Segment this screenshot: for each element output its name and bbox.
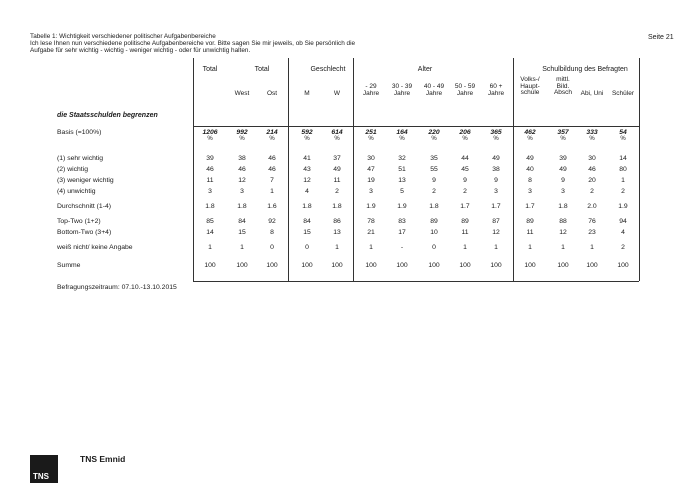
column-header-line: Absch — [553, 89, 573, 97]
base-cell: 206 — [459, 129, 471, 136]
table-cell: 43 — [303, 166, 311, 173]
group-schulbildung: Schulbildung des Befragten — [542, 66, 628, 73]
column-header-line: 60 + — [489, 83, 503, 90]
column-header-line: Ost — [266, 90, 278, 97]
group-total: Total — [202, 66, 218, 73]
row-label: weiß nicht/ keine Angabe — [57, 244, 133, 251]
percent-sign: % — [368, 136, 374, 142]
group-alter: Alter — [417, 66, 433, 73]
table-cell: 84 — [303, 218, 311, 225]
base-cell: 592 — [301, 129, 313, 136]
table-cell: 8 — [528, 177, 532, 184]
table-cell: 32 — [398, 155, 406, 162]
survey-period: Befragungszeitraum: 07.10.-13.10.2015 — [57, 284, 177, 291]
table-cell: 80 — [619, 166, 627, 173]
table-cell: 2 — [621, 244, 625, 251]
base-cell: 992 — [236, 129, 248, 136]
table-cell: 11 — [461, 229, 469, 236]
row-label: Top-Two (1+2) — [57, 218, 101, 225]
table-cell: 30 — [367, 155, 375, 162]
column-header-line: Volks-/ — [520, 76, 540, 83]
table-cell: 55 — [430, 166, 438, 173]
table-cell: 46 — [268, 166, 276, 173]
base-cell: 1206 — [202, 129, 218, 136]
table-cell: 2 — [335, 188, 339, 195]
table-cell: 100 — [236, 262, 248, 269]
table-cell: 49 — [492, 155, 500, 162]
table-cell: 89 — [461, 218, 469, 225]
table-cell: 1.9 — [397, 203, 407, 210]
column-header — [417, 84, 451, 97]
table-cell: 3 — [528, 188, 532, 195]
table-cell: 87 — [492, 218, 500, 225]
table-cell: 100 — [524, 262, 536, 269]
table-cell: 100 — [490, 262, 502, 269]
table-cell: 4 — [305, 188, 309, 195]
row-label: (1) sehr wichtig — [57, 155, 104, 162]
divider-age — [513, 58, 514, 281]
column-header-line: Bild. — [556, 82, 570, 90]
table-cell: 2.0 — [587, 203, 597, 210]
table-cell: 44 — [461, 155, 469, 162]
table-cell: 1.7 — [491, 203, 501, 210]
column-header-line: schule — [520, 89, 540, 97]
table-cell: 49 — [526, 155, 534, 162]
page-number: Seite 21 — [648, 34, 674, 41]
table-cell: 76 — [588, 218, 596, 225]
divider-gender — [353, 58, 354, 281]
base-cell: 614 — [331, 129, 343, 136]
section-title: die Staatsschulden begrenzen — [57, 112, 158, 119]
table-cell: 100 — [331, 262, 343, 269]
table-cell: 84 — [238, 218, 246, 225]
column-header-line: - 29 — [365, 83, 377, 90]
table-cell: 100 — [557, 262, 569, 269]
table-cell: 39 — [559, 155, 567, 162]
table-cell: 100 — [365, 262, 377, 269]
table-cell: 14 — [619, 155, 627, 162]
table-cell: 11 — [206, 177, 214, 184]
base-cell: 214 — [266, 129, 278, 136]
table-cell: 83 — [398, 218, 406, 225]
table-cell: 1 — [270, 188, 274, 195]
table-cell: 1.7 — [525, 203, 535, 210]
caption-question-line2: Aufgabe für sehr wichtig - wichtig - weniger wichtig - oder für unwichtig halten. — [30, 47, 251, 54]
table-cell: 11 — [333, 177, 341, 184]
percent-sign: % — [431, 136, 437, 142]
percent-sign: % — [560, 136, 566, 142]
table-cell: 1 — [561, 244, 565, 251]
percent-sign: % — [334, 136, 340, 142]
table-cell: 3 — [369, 188, 373, 195]
column-header-line: Schüler — [611, 90, 635, 97]
table-cell: 1 — [208, 244, 212, 251]
base-cell: 462 — [524, 129, 536, 136]
base-cell: 333 — [586, 129, 598, 136]
table-cell: 3 — [561, 188, 565, 195]
column-header-line: Jahre — [456, 89, 474, 97]
column-header-line: 50 - 59 — [454, 83, 476, 90]
table-cell: 30 — [588, 155, 596, 162]
table-cell: 1 — [463, 244, 467, 251]
table-cell: 85 — [206, 218, 214, 225]
table-cell: 1 — [590, 244, 594, 251]
table-cell: 11 — [526, 229, 534, 236]
table-cell: 88 — [559, 218, 567, 225]
table-cell: 2 — [590, 188, 594, 195]
column-header — [320, 91, 354, 98]
table-cell: 19 — [367, 177, 375, 184]
table-cell: 92 — [268, 218, 276, 225]
percent-sign: % — [304, 136, 310, 142]
table-cell: 14 — [206, 229, 214, 236]
base-cell: 357 — [557, 129, 569, 136]
row-label: (2) wichtig — [57, 166, 88, 173]
column-header — [606, 91, 640, 98]
table-cell: 21 — [367, 229, 375, 236]
table-cell: 41 — [303, 155, 311, 162]
table-cell: 46 — [206, 166, 214, 173]
column-header-line: Jahre — [425, 89, 443, 97]
table-cell: 100 — [266, 262, 278, 269]
table-cell: 47 — [367, 166, 375, 173]
table-cell: 1 — [240, 244, 244, 251]
table-cell: 100 — [586, 262, 598, 269]
brand-name: TNS Emnid — [80, 454, 126, 464]
tns-logo — [30, 455, 58, 483]
base-cell: 251 — [365, 129, 377, 136]
column-header — [255, 91, 289, 98]
percent-sign: % — [493, 136, 499, 142]
column-header-line: West — [234, 90, 250, 97]
row-label: (3) weniger wichtig — [57, 177, 114, 184]
table-cell: 1 — [528, 244, 532, 251]
table-cell: 3 — [208, 188, 212, 195]
table-cell: 2 — [463, 188, 467, 195]
percent-sign: % — [462, 136, 468, 142]
percent-sign: % — [239, 136, 245, 142]
group-geschlecht: Geschlecht — [310, 66, 346, 73]
base-cell: 365 — [490, 129, 502, 136]
percent-sign: % — [269, 136, 275, 142]
table-cell: 9 — [432, 177, 436, 184]
table-cell: 100 — [204, 262, 216, 269]
table-cell: 1.9 — [366, 203, 376, 210]
table-cell: 0 — [270, 244, 274, 251]
divider-total — [193, 58, 194, 281]
column-header-line: 40 - 49 — [423, 83, 445, 90]
table-cell: 15 — [238, 229, 246, 236]
rule-top — [193, 126, 639, 127]
table-cell: 46 — [268, 155, 276, 162]
column-header-line: Jahre — [487, 89, 505, 97]
group-total-region: Total — [254, 66, 270, 73]
divider-right — [639, 58, 640, 281]
row-label: (4) unwichtig — [57, 188, 96, 195]
column-header-line: mittl. — [556, 76, 570, 83]
table-cell: 38 — [492, 166, 500, 173]
table-cell: 1 — [369, 244, 373, 251]
column-header-line: Abi, Uni — [580, 90, 604, 97]
column-header — [479, 84, 513, 97]
row-label: Bottom-Two (3+4) — [57, 229, 112, 236]
table-cell: 46 — [588, 166, 596, 173]
table-cell: 20 — [588, 177, 596, 184]
table-cell: 100 — [396, 262, 408, 269]
table-cell: 46 — [238, 166, 246, 173]
table-cell: 5 — [400, 188, 404, 195]
table-cell: 1.8 — [237, 203, 247, 210]
percent-sign: % — [399, 136, 405, 142]
column-header — [290, 91, 324, 98]
table-cell: 1.8 — [205, 203, 215, 210]
column-header — [385, 84, 419, 97]
table-cell: 8 — [270, 229, 274, 236]
table-cell: 3 — [494, 188, 498, 195]
table-cell: 1.6 — [267, 203, 277, 210]
table-caption — [30, 33, 355, 54]
table-cell: 1.8 — [332, 203, 342, 210]
table-cell: 9 — [463, 177, 467, 184]
table-cell: 13 — [398, 177, 406, 184]
table-cell: 94 — [619, 218, 627, 225]
column-header — [513, 77, 547, 97]
table-cell: 23 — [588, 229, 596, 236]
column-header-line: Jahre — [393, 89, 411, 97]
table-cell: 9 — [494, 177, 498, 184]
table-cell: 100 — [617, 262, 629, 269]
base-cell: 54 — [619, 129, 627, 136]
row-label: Durchschnitt (1-4) — [57, 203, 112, 210]
percent-sign: % — [527, 136, 533, 142]
table-cell: 37 — [333, 155, 341, 162]
table-cell: 40 — [526, 166, 534, 173]
table-cell: 0 — [305, 244, 309, 251]
table-cell: 13 — [333, 229, 341, 236]
table-cell: 15 — [303, 229, 311, 236]
caption-title: Tabelle 1: Wichtigkeit verschiedener politischer Aufgabenbereiche — [30, 33, 216, 40]
table-cell: 39 — [206, 155, 214, 162]
table-cell: 35 — [430, 155, 438, 162]
table-cell: 1 — [494, 244, 498, 251]
table-cell: 38 — [238, 155, 246, 162]
table-cell: 12 — [492, 229, 500, 236]
caption-question-line1: Ich lese Ihnen nun verschiedene politische Aufgabenbereiche vor. Bitte sagen Sie mir jeweils, ob Sie persönlich die — [30, 40, 356, 47]
table-cell: 12 — [238, 177, 246, 184]
column-header — [225, 91, 259, 98]
table-cell: 4 — [621, 229, 625, 236]
table-cell: 100 — [459, 262, 471, 269]
column-header — [575, 91, 609, 98]
rule-bottom — [193, 281, 639, 282]
table-cell: 7 — [270, 177, 274, 184]
column-header-line: M — [304, 90, 310, 97]
base-cell: 164 — [396, 129, 408, 136]
table-cell: 1.8 — [429, 203, 439, 210]
table-cell: 17 — [398, 229, 406, 236]
table-cell: 2 — [432, 188, 436, 195]
table-cell: 1.8 — [558, 203, 568, 210]
table-cell: 3 — [240, 188, 244, 195]
table-cell: 51 — [398, 166, 406, 173]
table-cell: 100 — [301, 262, 313, 269]
table-cell: - — [400, 244, 404, 251]
table-cell: 0 — [432, 244, 436, 251]
table-cell: 12 — [303, 177, 311, 184]
column-header-line: Haupt- — [520, 82, 540, 90]
percent-sign: % — [620, 136, 626, 142]
column-header-line: 30 - 39 — [391, 83, 413, 90]
table-cell: 78 — [367, 218, 375, 225]
column-header — [448, 84, 482, 97]
table-cell: 1.8 — [302, 203, 312, 210]
table-cell: 100 — [428, 262, 440, 269]
table-cell: 1 — [621, 177, 625, 184]
table-cell: 89 — [526, 218, 534, 225]
table-cell: 9 — [561, 177, 565, 184]
table-cell: 2 — [621, 188, 625, 195]
divider-region — [288, 58, 289, 281]
table-cell: 89 — [430, 218, 438, 225]
table-cell: 86 — [333, 218, 341, 225]
table-cell: 12 — [559, 229, 567, 236]
table-cell: 1.7 — [460, 203, 470, 210]
column-header — [354, 84, 388, 97]
logo-text: TNS — [33, 472, 49, 481]
table-cell: 10 — [430, 229, 438, 236]
percent-sign: % — [589, 136, 595, 142]
base-cell: 220 — [428, 129, 440, 136]
column-header-line: Jahre — [362, 89, 380, 97]
table-cell: 45 — [461, 166, 469, 173]
table-cell: 49 — [559, 166, 567, 173]
table-cell: 1.9 — [618, 203, 628, 210]
row-label: Basis (=100%) — [57, 129, 102, 136]
row-label: Summe — [57, 262, 81, 269]
column-header-line: W — [333, 90, 341, 97]
table-cell: 49 — [333, 166, 341, 173]
percent-sign: % — [207, 136, 213, 142]
table-cell: 1 — [335, 244, 339, 251]
